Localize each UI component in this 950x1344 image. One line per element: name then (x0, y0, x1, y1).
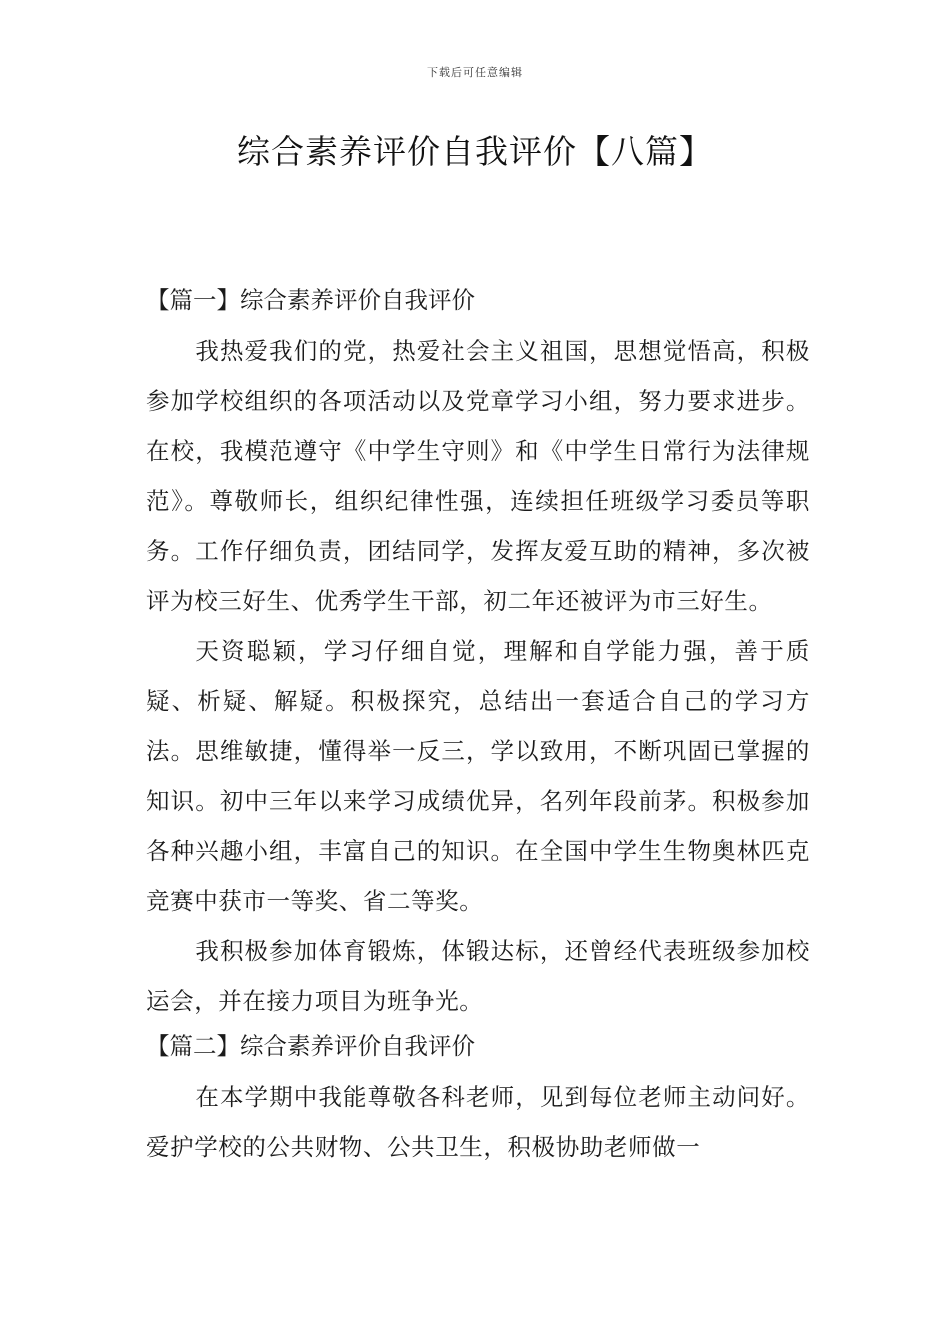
section-heading: 【篇一】综合素养评价自我评价 (146, 286, 475, 314)
section-2 (146, 1026, 810, 1172)
paragraph: 天资聪颖，学习仔细自觉，理解和自学能力强，善于质疑、析疑、解疑。积极探究，总结出一套适合自己的学习方法。思维敏捷，懂得举一反三，学以致用，不断巩固已掌握的知识。初中三年以来学习成绩优异，名列年段前茅。积极参加各种兴趣小组，丰富自己的知识。在全国中学生生物奥林匹克竞赛中获市一等奖、省二等奖。 (146, 637, 810, 915)
section-heading: 【篇二】综合素养评价自我评价 (146, 1032, 475, 1060)
paragraph: 我热爱我们的党，热爱社会主义祖国，思想觉悟高，积极参加学校组织的各项活动以及党章学习小组，努力要求进步。在校，我模范遵守《中学生守则》和《中学生日常行为法律规范》。尊敬师长，组织纪律性强，连续担任班级学习委员等职务。工作仔细负责，团结同学，发挥友爱互助的精神，多次被评为校三好生、优秀学生干部，初二年还被评为市三好生。 (146, 337, 810, 615)
section-1 (146, 280, 810, 1026)
document-title: 综合素养评价自我评价【八篇】 (237, 132, 713, 171)
header-note: 下载后可任意编辑 (427, 66, 523, 79)
document-body (146, 280, 810, 1172)
paragraph: 在本学期中我能尊敬各科老师，见到每位老师主动问好。爱护学校的公共财物、公共卫生，积极协助老师做一 (146, 1083, 810, 1161)
paragraph: 我积极参加体育锻炼，体锻达标，还曾经代表班级参加校运会，并在接力项目为班争光。 (146, 937, 810, 1015)
